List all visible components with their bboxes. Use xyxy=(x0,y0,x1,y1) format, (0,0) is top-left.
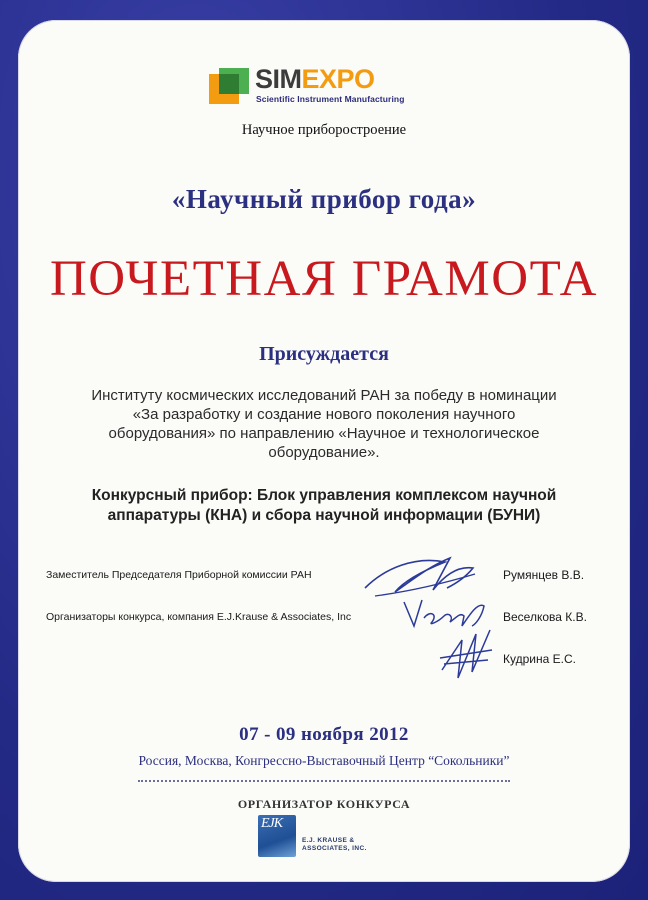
signature-label-deputy: Заместитель Председателя Приборной комиссии РАН xyxy=(46,569,312,581)
simexpo-wordmark xyxy=(255,64,375,95)
logo-tagline: Scientific Instrument Manufacturing xyxy=(256,94,405,104)
ejk-logo-mark-icon xyxy=(258,815,296,857)
logo-brand-expo: EXPO xyxy=(301,64,375,94)
awarded-heading: Присуждается xyxy=(259,343,389,365)
award-description xyxy=(18,386,630,462)
award-name: «Научный прибор года» xyxy=(171,184,477,214)
device-line: Конкурсный прибор: Блок управления комплексом научной xyxy=(91,487,557,504)
description-line: оборудования» по направлению «Научное и технологическое xyxy=(108,425,540,442)
signatory-name: Румянцев В.В. xyxy=(503,568,585,582)
footer-divider xyxy=(138,780,510,782)
event-venue: Россия, Москва, Конгрессно-Выставочный Центр “Сокольники” xyxy=(138,753,510,768)
ejk-company-name xyxy=(302,837,367,853)
signature-label-organizers: Организаторы конкурса, компания E.J.Krause & Associates, Inc xyxy=(46,611,352,623)
ejk-line: ASSOCIATES, INC. xyxy=(302,845,367,852)
ejk-line: E.J. KRAUSE & xyxy=(302,837,355,844)
signatory-name: Веселкова К.В. xyxy=(503,610,587,624)
logo-brand-sim: SIM xyxy=(255,64,302,94)
simexpo-logo-mark-icon xyxy=(209,68,251,104)
description-line: «За разработку и создание нового поколения научного xyxy=(132,406,516,423)
ejk-logo xyxy=(258,815,378,861)
certificate-subtitle: Научное приборостроение xyxy=(241,122,407,138)
simexpo-logo xyxy=(209,66,429,108)
description-line: Институту космических исследований РАН за победу в номинации xyxy=(91,387,557,404)
device-line: аппаратуры (КНА) и сбора научной информации (БУНИ) xyxy=(107,507,541,524)
signatory-name: Кудрина Е.С. xyxy=(503,652,576,666)
organizer-heading: ОРГАНИЗАТОР КОНКУРСА xyxy=(237,797,411,811)
certificate-title: ПОЧЕТНАЯ ГРАМОТА xyxy=(49,251,599,307)
event-dates: 07 - 09 ноября 2012 xyxy=(239,724,409,745)
ejk-logo-letters: EJK xyxy=(261,816,283,831)
description-line: оборудование». xyxy=(268,444,380,461)
device-description xyxy=(18,486,630,526)
signature-kudrina-icon xyxy=(432,620,502,690)
